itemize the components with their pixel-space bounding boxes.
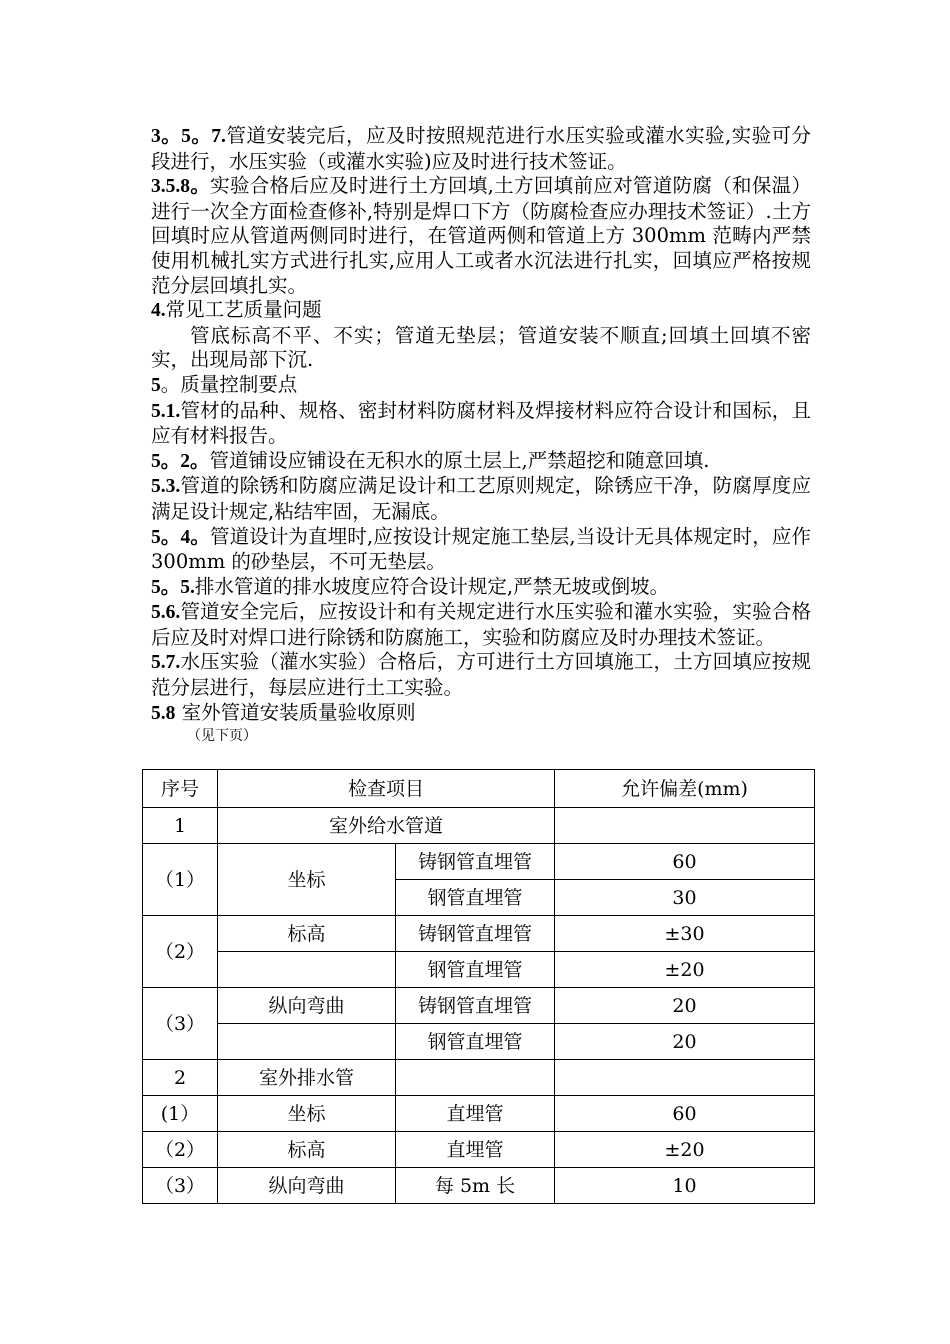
para-text: 管道铺设应铺设在无积水的原土层上,严禁超挖和随意回填. [209,448,710,472]
para-5-6 [151,600,811,650]
table-row [143,808,815,844]
section-number: 5.6. [151,602,181,624]
see-next-page-note: （见下页） [187,728,257,745]
table-row [143,1024,815,1060]
cell-seq: 1 [143,808,218,844]
cell-subitem: 每 5m 长 [396,1168,555,1204]
cell-tolerance: 10 [555,1168,815,1204]
para-5-7 [151,650,811,700]
para-5-4 [151,525,811,575]
header-seq: 序号 [143,770,218,808]
section-number: 5.1. [151,400,181,422]
para-text: 管道设计为直埋时,应按设计规定施工垫层,当设计无具体规定时，应作 300mm 的砂垫层，不可无垫层。 [151,524,811,574]
cell-subitem: 铸钢管直埋管 [396,916,555,952]
cell-item-empty [218,952,396,988]
cell-subitem: 钢管直埋管 [396,952,555,988]
cell-item: 室外给水管道 [218,808,555,844]
table-row [143,1132,815,1168]
cell-tolerance: ±20 [555,1132,815,1168]
cell-item: 纵向弯曲 [218,1168,396,1204]
section-number: 5.7. [151,652,181,674]
cell-tolerance: 60 [555,1096,815,1132]
para-text: 管道安全完后，应按设计和有关规定进行水压实验和灌水实验，实验合格后应及时对焊口进行除锈和防腐施工，实验和防腐应及时办理技术签证。 [151,600,811,649]
cell-subitem [396,1060,555,1096]
cell-subitem: 钢管直埋管 [396,880,555,916]
cell-subitem: 直埋管 [396,1096,555,1132]
header-tolerance: 允许偏差(mm) [555,770,815,808]
para-text: 实验合格后应及时进行土方回填,土方回填前应对管道防腐（和保温）进行一次全方面检查修补,特别是焊口下方（防腐检查应办理技术签证）.土方回填时应从管道两侧同时进行，在管道两侧和管道上方 300mm 范畴内严禁使用机械扎实方式进行扎实,应用人工或者水沉法进行扎实，回填应严格按规范分层回填扎实。 [151,174,811,297]
table-row [143,952,815,988]
para-text: 室外管道安装质量验收原则 [175,700,416,724]
para-text: 管道的除锈和防腐应满足设计和工艺原则规定，除锈应干净，防腐厚度应满足设计规定,粘结牢固，无漏底。 [151,474,811,523]
table-row [143,1168,815,1204]
heading-5 [151,373,811,399]
table-row [143,844,815,880]
cell-seq: （3） [143,1168,218,1204]
section-number: 5.3. [151,476,181,498]
cell-item: 标高 [218,916,396,952]
para-5-5 [151,575,811,601]
para-text: 管底标高不平、不实；管道无垫层；管道安装不顺直;回填土回填不密实，出现局部下沉. [151,323,811,372]
cell-tolerance [555,808,815,844]
cell-tolerance: 30 [555,880,815,916]
cell-item: 标高 [218,1132,396,1168]
cell-tolerance: 20 [555,988,815,1024]
para-text: 排水管道的排水坡度应符合设计规定,严禁无坡或倒坡。 [194,574,670,598]
cell-item: 室外排水管 [218,1060,396,1096]
section-number: 5。5. [151,576,195,598]
para-text: 水压实验（灌水实验）合格后，方可进行土方回填施工，土方回填应按规范分层进行，每层应进行土工实验。 [151,650,811,700]
section-number: 5 [151,374,161,396]
cell-tolerance: 60 [555,844,815,880]
section-number: 5。2。 [151,450,210,472]
para-5-8 [151,701,811,727]
header-item: 检查项目 [218,770,555,808]
cell-seq: 2 [143,1060,218,1096]
cell-seq: （2） [143,1132,218,1168]
para-3-5-8 [151,174,811,298]
cell-subitem: 铸钢管直埋管 [396,844,555,880]
table-row [143,988,815,1024]
heading-4 [151,298,811,324]
cell-tolerance: 20 [555,1024,815,1060]
cell-seq: （2） [143,916,218,988]
cell-seq: (1） [143,1096,218,1132]
cell-item: 纵向弯曲 [218,988,396,1024]
heading-text: 常见工艺质量问题 [165,298,322,322]
para-quality-issues [151,324,811,373]
section-number: 3。5。7. [151,126,226,147]
cell-item: 坐标 [218,1096,396,1132]
cell-tolerance [555,1060,815,1096]
document-body [151,124,811,746]
cell-item: 坐标 [218,844,396,916]
table-row [143,1060,815,1096]
para-5-1 [151,399,811,449]
cell-seq: （3） [143,988,218,1060]
para-text: 管材的品种、规格、密封材料防腐材料及焊接材料应符合设计和国标，且应有材料报告。 [151,398,811,448]
section-number: 5。4。 [151,526,210,548]
table-header-row [143,770,815,808]
cell-subitem: 直埋管 [396,1132,555,1168]
table-row [143,1096,815,1132]
table-row [143,916,815,952]
cell-tolerance: ±30 [555,916,815,952]
section-number: 3.5.8。 [151,176,211,198]
section-number: 5.8 [151,702,176,724]
para-text: 管道安装完后，应及时按照规范进行水压实验或灌水实验,实验可分段进行，水压实验（或灌水实验)应及时进行技术签证。 [151,124,811,173]
para-5-3 [151,474,811,524]
para-3-5-7 [151,124,811,174]
cell-item-empty [218,1024,396,1060]
cell-seq: （1） [143,844,218,916]
heading-text: 。质量控制要点 [160,372,298,396]
acceptance-table [142,769,815,1204]
cell-subitem: 钢管直埋管 [396,1024,555,1060]
section-number: 4. [151,300,166,322]
cell-tolerance: ±20 [555,952,815,988]
para-5-2 [151,449,811,475]
cell-subitem: 铸钢管直埋管 [396,988,555,1024]
